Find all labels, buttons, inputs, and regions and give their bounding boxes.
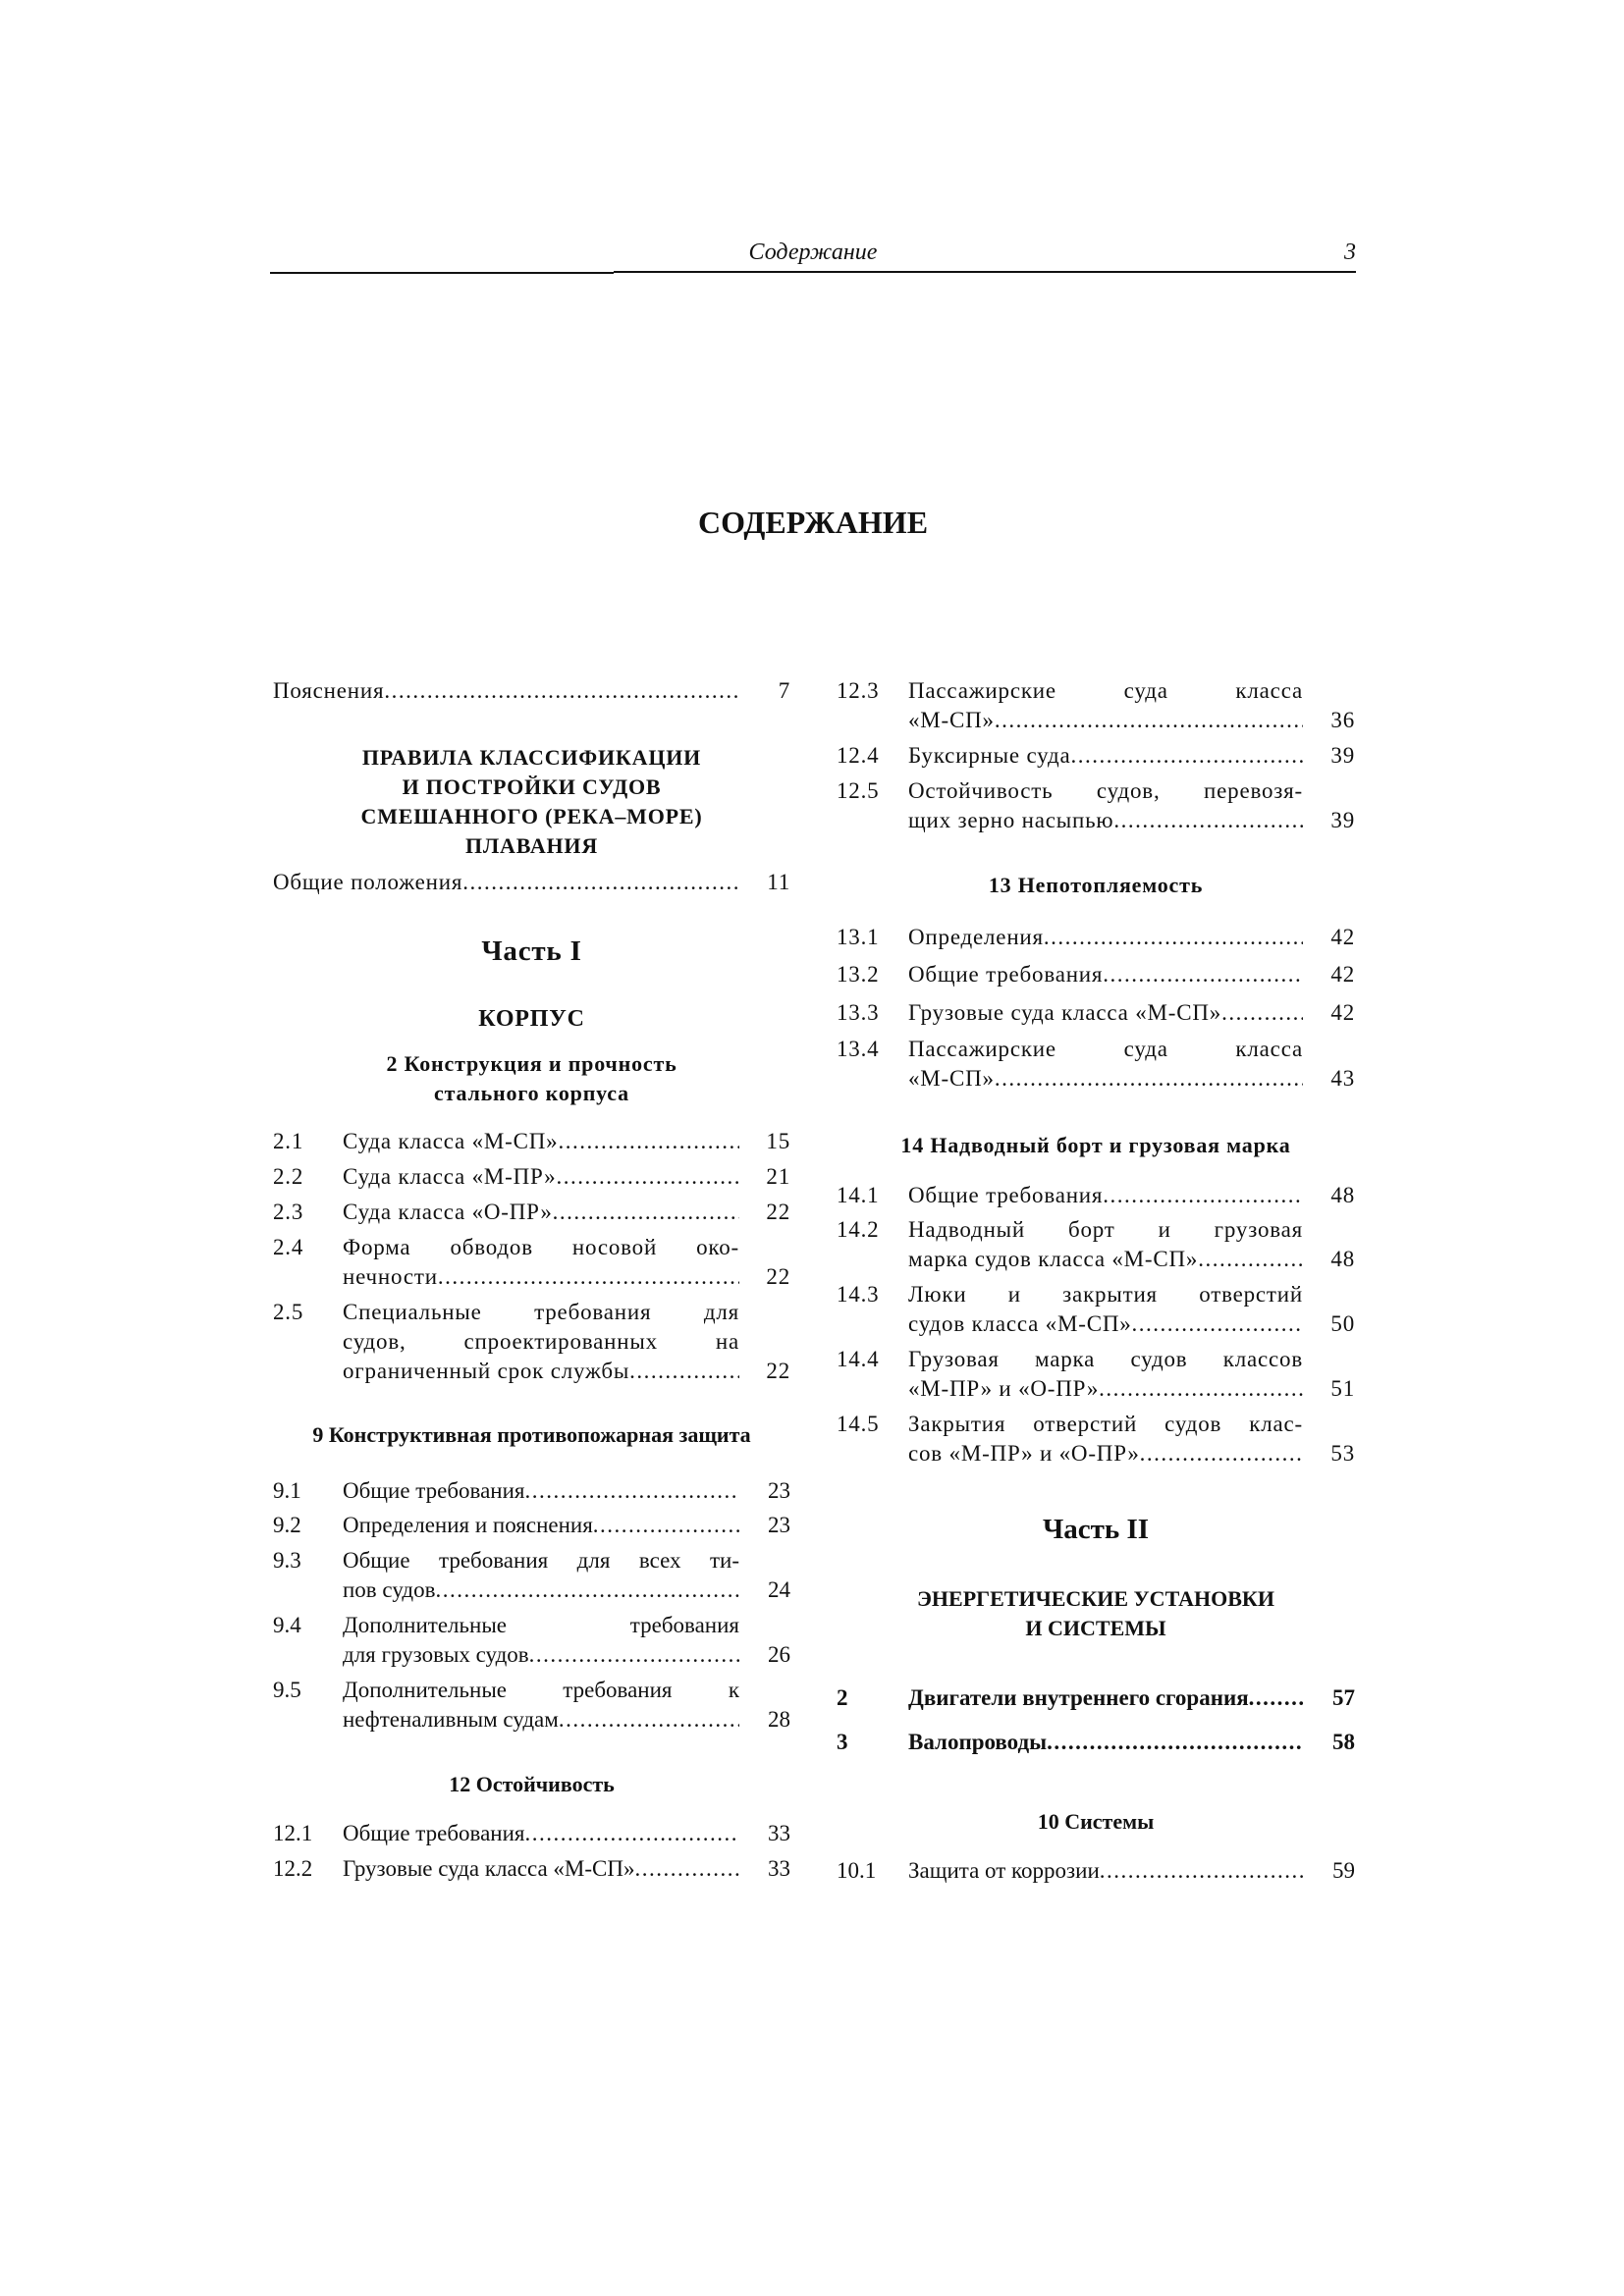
entry-title-text: Общие требования: [343, 1478, 525, 1503]
page-number: 3: [1344, 240, 1356, 265]
entry-title-line: Закрытия отверстий судов клас-: [908, 1412, 1303, 1436]
entry-page-number: 53: [1330, 1441, 1355, 1466]
entry-title-line: Пассажирские суда класса: [908, 1037, 1303, 1061]
toc-entry: [273, 1676, 790, 1735]
entry-number: 12.5: [837, 778, 880, 803]
section-heading: [273, 1004, 790, 1034]
entry-number: 14.1: [837, 1183, 880, 1207]
section-heading: [837, 1584, 1355, 1643]
entry-title-line: Грузовая марка судов классов: [908, 1347, 1303, 1371]
entry-title-line: [343, 1819, 739, 1848]
entry-title: [908, 741, 1303, 771]
entry-title: [343, 1233, 739, 1292]
entry-title-line: [908, 998, 1303, 1028]
entry-number: 3: [837, 1730, 848, 1754]
heading-line: 12 Остойчивость: [449, 1772, 615, 1796]
toc-entry: [273, 1511, 790, 1540]
entry-page-number: 42: [1330, 925, 1355, 949]
entry-page-number: 51: [1330, 1376, 1355, 1401]
entry-page-number: 22: [766, 1264, 790, 1289]
dot-leader: [525, 1819, 740, 1848]
entry-page-number: 21: [766, 1164, 790, 1189]
entry-page-number: 50: [1330, 1311, 1355, 1336]
entry-title-line: [908, 1181, 1303, 1210]
entry-title-text: нефтеналивным судам: [343, 1707, 559, 1732]
toc-entry: [273, 1819, 790, 1848]
entry-title-line: [343, 1854, 739, 1884]
entry-page-number: 33: [768, 1821, 790, 1845]
entry-title-text: «М-СП»: [908, 1066, 995, 1091]
section-heading: [273, 1770, 790, 1799]
entry-title-text: Суда класса «М-СП»: [343, 1129, 559, 1153]
entry-title-line: [908, 806, 1303, 835]
entry-number: 14.4: [837, 1347, 880, 1371]
part-heading: [273, 932, 790, 971]
running-title: Содержание: [748, 240, 878, 265]
entry-page-number: 36: [1330, 708, 1355, 732]
entry-page-number: 11: [767, 870, 790, 894]
entry-title-text: Грузовые суда класса «М-СП»: [908, 1000, 1222, 1025]
toc-entry: [837, 776, 1355, 835]
entry-number: 12.1: [273, 1821, 313, 1845]
entry-title: [343, 1546, 739, 1605]
entry-title-text: Грузовые суда класса «М-СП»: [343, 1856, 635, 1881]
entry-title-text: Валопроводы: [908, 1730, 1048, 1754]
entry-title-text: Определения: [908, 925, 1044, 949]
entry-title-text: Суда класса «М-ПР»: [343, 1164, 557, 1189]
entry-title: [908, 923, 1303, 952]
entry-title: [908, 1215, 1303, 1274]
toc-entry: [837, 998, 1355, 1028]
entry-number: 12.2: [273, 1856, 313, 1881]
entry-title-text: сов «М-ПР» и «О-ПР»: [908, 1441, 1140, 1466]
entry-title-line: [908, 741, 1303, 771]
entry-title-line: Надводный борт и грузовая: [908, 1217, 1303, 1242]
entry-title-text: «М-СП»: [908, 708, 995, 732]
entry-number: 9.2: [273, 1513, 301, 1537]
toc-entry: [837, 1181, 1355, 1210]
dot-leader: [1047, 1728, 1303, 1757]
entry-title-text: Пояснения: [273, 678, 385, 703]
dot-leader: [1044, 923, 1303, 952]
entry-title-line: [908, 923, 1303, 952]
entry-title: [908, 960, 1303, 989]
heading-line: 13 Непотопляемость: [988, 873, 1204, 897]
section-heading: [273, 1420, 790, 1450]
entry-title-line: Дополнительные требования: [343, 1613, 739, 1637]
entry-title-line: Общие требования для всех ти-: [343, 1548, 739, 1573]
dot-leader: [1198, 1245, 1303, 1274]
entry-number: 2.2: [273, 1164, 304, 1189]
entry-page-number: 39: [1330, 743, 1355, 768]
entry-number: 9.4: [273, 1613, 301, 1637]
entry-page-number: 33: [768, 1856, 790, 1881]
entry-number: 2.1: [273, 1129, 304, 1153]
entry-title-line: [343, 1476, 739, 1506]
toc-entry: [837, 1410, 1355, 1468]
entry-number: 13.1: [837, 925, 880, 949]
entry-title: [273, 676, 739, 706]
entry-title-line: [343, 1262, 739, 1292]
dot-leader: [1103, 1181, 1303, 1210]
heading-line: И ПОСТРОЙКИ СУДОВ: [402, 774, 662, 799]
toc-entry: [837, 960, 1355, 989]
entry-page-number: 28: [768, 1707, 790, 1732]
entry-title: [343, 1127, 739, 1156]
dot-leader: [1132, 1309, 1303, 1339]
entry-title-text: Общие требования: [908, 1183, 1104, 1207]
toc-entry: [837, 1215, 1355, 1274]
entry-title-text: судов класса «М-СП»: [908, 1311, 1132, 1336]
entry-number: 14.2: [837, 1217, 880, 1242]
dot-leader: [1100, 1856, 1303, 1886]
heading-line: 9 Конструктивная противопожарная защита: [312, 1422, 751, 1447]
heading-line: 14 Надводный борт и грузовая марка: [900, 1133, 1291, 1157]
heading-line: стального корпуса: [434, 1081, 629, 1105]
entry-title: [343, 1162, 739, 1192]
entry-number: 12.4: [837, 743, 880, 768]
entry-title-line: [273, 676, 739, 706]
entry-page-number: 57: [1332, 1685, 1355, 1710]
entry-title-line: [908, 1728, 1303, 1757]
dot-leader: [1221, 998, 1303, 1028]
entry-number: 9.5: [273, 1678, 301, 1702]
entry-number: 2.5: [273, 1300, 304, 1324]
entry-number: 14.5: [837, 1412, 880, 1436]
section-heading: [837, 1807, 1355, 1837]
dot-leader: [438, 1262, 739, 1292]
toc-entry: [837, 741, 1355, 771]
header-rule: [270, 272, 614, 274]
toc-entry: [837, 676, 1355, 735]
toc-entry: [837, 1728, 1355, 1757]
toc-entry: [273, 1298, 790, 1386]
heading-line: 2 Конструкция и прочность: [386, 1051, 677, 1076]
section-heading: [273, 743, 790, 861]
entry-title-line: Остойчивость судов, перевозя-: [908, 778, 1303, 803]
entry-title-text: Общие требования: [908, 962, 1104, 987]
entry-title: [908, 1181, 1303, 1210]
entry-title-text: Суда класса «О-ПР»: [343, 1200, 553, 1224]
dot-leader: [593, 1511, 739, 1540]
entry-title-text: марка судов класса «М-СП»: [908, 1247, 1199, 1271]
page-title: СОДЕРЖАНИЕ: [697, 505, 929, 540]
entry-title-line: [908, 1309, 1303, 1339]
entry-title: [343, 1854, 739, 1884]
entry-title-line: Дополнительные требования к: [343, 1678, 739, 1702]
entry-title-line: [343, 1705, 739, 1735]
dot-leader: [1140, 1439, 1303, 1468]
entry-title: [343, 1611, 739, 1670]
entry-title-line: [908, 1064, 1303, 1094]
entry-title: [908, 1345, 1303, 1404]
entry-title: [908, 1035, 1303, 1094]
entry-page-number: 42: [1330, 962, 1355, 987]
entry-page-number: 7: [778, 678, 790, 703]
entry-page-number: 22: [766, 1200, 790, 1224]
entry-title-text: Общие требования: [343, 1821, 525, 1845]
entry-number: 13.4: [837, 1037, 880, 1061]
dot-leader: [995, 1064, 1303, 1094]
toc-entry: [273, 1611, 790, 1670]
toc-entry: [837, 923, 1355, 952]
dot-leader: [462, 868, 739, 897]
entry-title-line: [343, 1162, 739, 1192]
toc-entry: [837, 1683, 1355, 1713]
entry-page-number: 43: [1330, 1066, 1355, 1091]
entry-page-number: 58: [1332, 1730, 1355, 1754]
part-heading: [837, 1510, 1355, 1549]
dot-leader: [558, 1127, 739, 1156]
dot-leader: [629, 1357, 739, 1386]
entry-title-line: Форма обводов носовой око-: [343, 1235, 739, 1259]
entry-page-number: 48: [1330, 1247, 1355, 1271]
entry-title-line: Люки и закрытия отверстий: [908, 1282, 1303, 1307]
entry-title-line: Специальные требования для: [343, 1300, 739, 1324]
entry-title-text: Определения и пояснения: [343, 1513, 593, 1537]
toc-entry: [837, 1856, 1355, 1886]
entry-title: [908, 998, 1303, 1028]
entry-page-number: 22: [766, 1359, 790, 1383]
entry-page-number: 23: [768, 1513, 790, 1537]
dot-leader: [634, 1854, 739, 1884]
entry-title-line: [908, 1245, 1303, 1274]
dot-leader: [559, 1705, 739, 1735]
section-heading: [837, 871, 1355, 900]
entry-title-line: [908, 1374, 1303, 1404]
entry-title-line: [343, 1575, 739, 1605]
entry-page-number: 26: [768, 1642, 790, 1667]
entry-number: 2.3: [273, 1200, 304, 1224]
dot-leader: [1249, 1683, 1303, 1713]
entry-title: [908, 1728, 1303, 1757]
entry-page-number: 48: [1330, 1183, 1355, 1207]
entry-title-line: [343, 1198, 739, 1227]
toc-entry: [273, 1127, 790, 1156]
entry-title: [343, 1476, 739, 1506]
heading-line: И СИСТЕМЫ: [1025, 1616, 1166, 1640]
entry-title: [908, 676, 1303, 735]
entry-number: 9.1: [273, 1478, 301, 1503]
dot-leader: [995, 706, 1303, 735]
entry-page-number: 24: [768, 1577, 790, 1602]
toc-entry: [837, 1280, 1355, 1339]
entry-title: [343, 1198, 739, 1227]
entry-title: [908, 1683, 1303, 1713]
entry-number: 14.3: [837, 1282, 880, 1307]
entry-title: [908, 1280, 1303, 1339]
toc-entry: [273, 1162, 790, 1192]
entry-title-text: нечности: [343, 1264, 438, 1289]
entry-title: [908, 1410, 1303, 1468]
heading-line: КОРПУС: [478, 1006, 585, 1032]
dot-leader: [1103, 960, 1303, 989]
entry-title: [908, 1856, 1303, 1886]
heading-line: Часть I: [481, 935, 582, 967]
section-heading: [273, 1049, 790, 1108]
entry-number: 2.4: [273, 1235, 304, 1259]
toc-entry: [837, 1035, 1355, 1094]
entry-title-line: [343, 1127, 739, 1156]
dot-leader: [384, 676, 739, 706]
entry-title-text: пов судов: [343, 1577, 436, 1602]
entry-number: 12.3: [837, 678, 880, 703]
toc-entry: [273, 1233, 790, 1292]
entry-number: 9.3: [273, 1548, 301, 1573]
entry-title: [273, 868, 739, 897]
dot-leader: [525, 1476, 740, 1506]
entry-title-line: [908, 960, 1303, 989]
dot-leader: [529, 1640, 739, 1670]
entry-page-number: 39: [1330, 808, 1355, 832]
toc-entry: [837, 1345, 1355, 1404]
entry-number: 13.3: [837, 1000, 880, 1025]
dot-leader: [1071, 741, 1303, 771]
entry-page-number: 59: [1332, 1858, 1355, 1883]
entry-title-text: Защита от коррозии: [908, 1858, 1100, 1883]
entry-title-text: Двигатели внутреннего сгорания: [908, 1685, 1249, 1710]
entry-title: [343, 1819, 739, 1848]
dot-leader: [553, 1198, 739, 1227]
entry-title-line: [273, 868, 739, 897]
entry-title-text: Общие положения: [273, 870, 463, 894]
heading-line: 10 Системы: [1037, 1809, 1155, 1834]
entry-title-text: для грузовых судов: [343, 1642, 529, 1667]
entry-title-line: [908, 1683, 1303, 1713]
entry-title-line: Пассажирские суда класса: [908, 678, 1303, 703]
entry-title-line: [908, 706, 1303, 735]
entry-title: [908, 776, 1303, 835]
toc-entry: [273, 868, 790, 897]
section-heading: [837, 1131, 1355, 1160]
heading-line: СМЕШАННОГО (РЕКА–МОРЕ): [360, 804, 703, 828]
entry-title-line: [343, 1640, 739, 1670]
entry-page-number: 23: [768, 1478, 790, 1503]
dot-leader: [435, 1575, 739, 1605]
running-header: [270, 240, 1356, 273]
entry-title-text: ограниченный срок службы: [343, 1359, 630, 1383]
entry-number: 13.2: [837, 962, 880, 987]
heading-line: ЭНЕРГЕТИЧЕСКИЕ УСТАНОВКИ: [916, 1586, 1274, 1611]
heading-line: Часть II: [1042, 1514, 1150, 1545]
entry-title-line: [343, 1511, 739, 1540]
dot-leader: [1099, 1374, 1303, 1404]
entry-title-text: Буксирные суда: [908, 743, 1071, 768]
heading-line: ПРАВИЛА КЛАССИФИКАЦИИ: [361, 745, 702, 770]
toc-entry: [273, 1546, 790, 1605]
entry-title: [343, 1298, 739, 1386]
header-rule: [614, 271, 1356, 273]
entry-title-line: [908, 1439, 1303, 1468]
entry-title-line: судов, спроектированных на: [343, 1329, 739, 1354]
toc-entry: [273, 1854, 790, 1884]
toc-entry: [273, 676, 790, 706]
heading-line: ПЛАВАНИЯ: [464, 833, 599, 858]
toc-entry: [273, 1198, 790, 1227]
entry-title: [343, 1676, 739, 1735]
entry-page-number: 42: [1330, 1000, 1355, 1025]
entry-number: 10.1: [837, 1858, 877, 1883]
entry-title-text: щих зерно насыпью: [908, 808, 1114, 832]
dot-leader: [556, 1162, 739, 1192]
entry-title-line: [908, 1856, 1303, 1886]
entry-title-text: «М-ПР» и «О-ПР»: [908, 1376, 1100, 1401]
entry-title: [343, 1511, 739, 1540]
dot-leader: [1113, 806, 1303, 835]
toc-entry: [273, 1476, 790, 1506]
entry-number: 2: [837, 1685, 848, 1710]
entry-page-number: 15: [766, 1129, 790, 1153]
entry-title-line: [343, 1357, 739, 1386]
